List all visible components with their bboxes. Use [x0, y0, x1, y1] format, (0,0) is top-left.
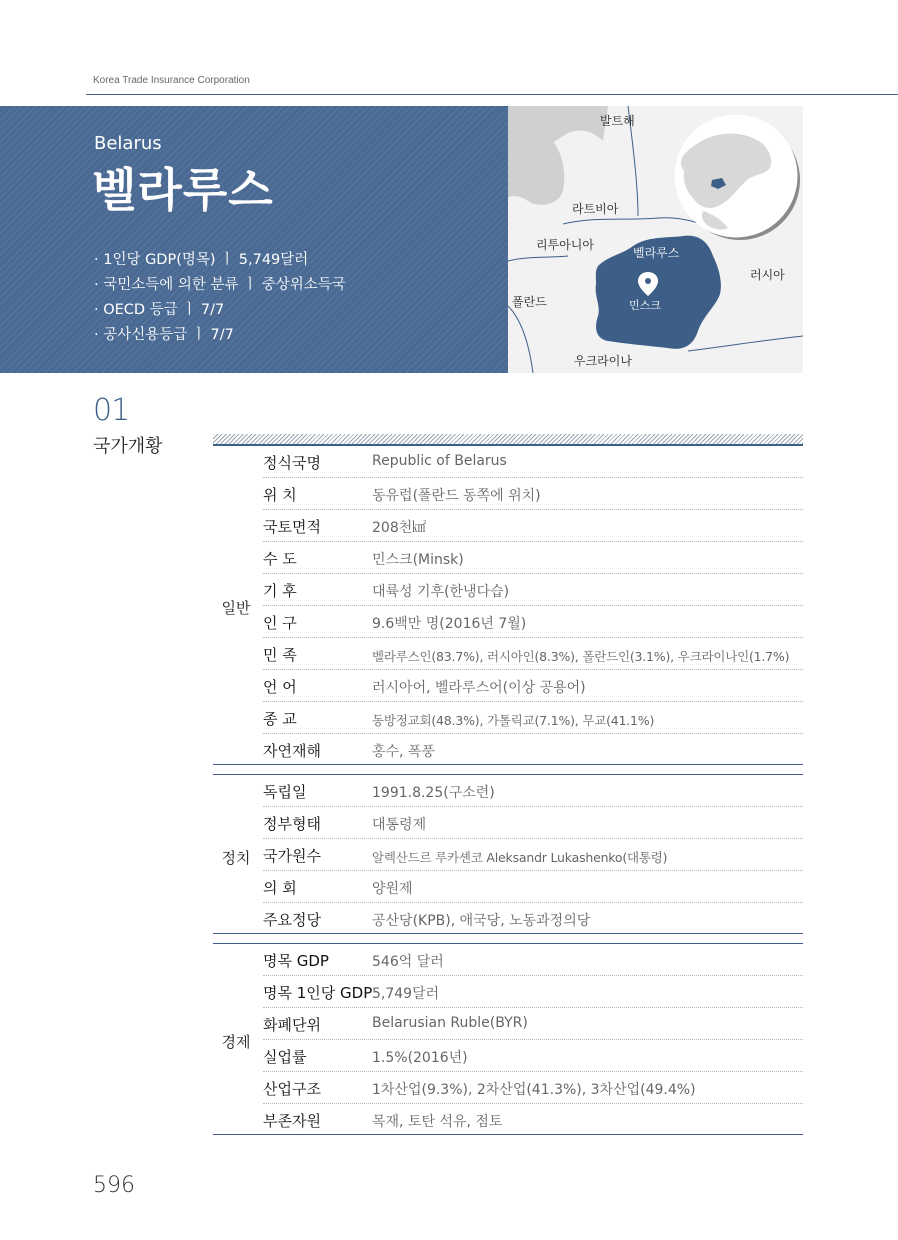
row-value: 양원제 — [372, 881, 413, 897]
section-number: 01 — [93, 393, 130, 428]
table-row — [263, 1072, 803, 1104]
table-row — [263, 839, 803, 871]
group-label-politics: 정치 — [221, 849, 251, 867]
table-row — [263, 1008, 803, 1040]
map-label-poland: 폴란드 — [512, 295, 547, 309]
row-key: 민 족 — [263, 646, 297, 664]
row-value: 동방정교회(48.3%), 가톨릭교(7.1%), 무교(41.1%) — [372, 713, 655, 728]
row-key: 실업률 — [263, 1048, 307, 1066]
row-key: 기 후 — [263, 582, 297, 600]
country-name-en: Belarus — [94, 133, 162, 154]
location-map — [508, 106, 803, 373]
row-key: 언 어 — [263, 678, 297, 696]
table-row — [263, 606, 803, 638]
row-value: 공산당(KPB), 애국당, 노동과정의당 — [372, 913, 591, 929]
row-value: 9.6백만 명(2016년 7월) — [372, 616, 527, 632]
map-label-ukraine: 우크라이나 — [574, 354, 632, 368]
map-label-baltic: 발트해 — [600, 114, 635, 128]
row-key: 종 교 — [263, 710, 297, 728]
row-value: 홍수, 폭풍 — [372, 744, 435, 760]
indicator-oecd-grade: · OECD 등급 ㅣ 7/7 — [94, 302, 225, 318]
table-row — [263, 734, 803, 766]
group-divider — [213, 764, 803, 765]
row-key: 국토면적 — [263, 518, 321, 536]
row-value: 대통령제 — [372, 817, 427, 833]
row-key: 산업구조 — [263, 1080, 321, 1098]
row-value: 5,749달러 — [372, 986, 440, 1002]
row-key: 화폐단위 — [263, 1016, 321, 1034]
table-hatch-bar — [213, 434, 803, 444]
map-label-belarus: 벨라루스 — [633, 246, 680, 260]
row-value: 1991.8.25(구소련) — [372, 785, 495, 801]
page-number: 596 — [93, 1173, 135, 1198]
corp-name: Korea Trade Insurance Corporation — [93, 75, 250, 86]
row-value: 동유럽(폴란드 동쪽에 위치) — [372, 488, 541, 504]
row-key: 주요정당 — [263, 911, 321, 929]
row-key: 명목 1인당 GDP — [263, 984, 373, 1002]
row-value: 1차산업(9.3%), 2차산업(41.3%), 3차산업(49.4%) — [372, 1082, 696, 1098]
group-label-economy: 경제 — [221, 1033, 251, 1051]
table-row — [263, 903, 803, 935]
row-key: 독립일 — [263, 783, 307, 801]
table-row — [263, 638, 803, 670]
row-value: 546억 달러 — [372, 954, 444, 970]
group-economy — [213, 944, 803, 1136]
row-value: 알렉산드르 루카셴코 Aleksandr Lukashenko(대통령) — [372, 850, 668, 865]
row-key: 정식국명 — [263, 454, 321, 472]
row-key: 정부형태 — [263, 815, 321, 833]
row-key: 수 도 — [263, 550, 297, 568]
row-key: 자연재해 — [263, 742, 321, 760]
table-row — [263, 574, 803, 606]
row-value: 208천㎢ — [372, 520, 427, 536]
row-key: 위 치 — [263, 486, 297, 504]
group-general — [213, 446, 803, 766]
row-value: 러시아어, 벨라루스어(이상 공용어) — [372, 680, 586, 696]
group-divider — [213, 933, 803, 934]
row-value: 대륙성 기후(한냉다습) — [372, 584, 510, 600]
table-row — [263, 542, 803, 574]
table-row — [263, 807, 803, 839]
country-banner — [0, 106, 508, 373]
table-row — [263, 446, 803, 478]
header-rule — [86, 94, 898, 95]
row-key: 국가원수 — [263, 847, 321, 865]
table-row — [263, 871, 803, 903]
map-label-minsk: 민스크 — [629, 299, 661, 312]
map-label-lithuania: 리투아니아 — [536, 238, 594, 252]
row-value: Republic of Belarus — [372, 453, 507, 469]
table-row — [263, 976, 803, 1008]
indicator-gdp-per-capita: · 1인당 GDP(명목) ㅣ 5,749달러 — [94, 252, 309, 268]
table-row — [263, 670, 803, 702]
section-title: 국가개황 — [93, 436, 163, 457]
row-value: 민스크(Minsk) — [372, 552, 464, 568]
table-row — [263, 1104, 803, 1136]
table-row — [263, 510, 803, 542]
table-row — [263, 775, 803, 807]
table-row — [263, 1040, 803, 1072]
table-row — [263, 944, 803, 976]
row-value: 목재, 토탄 석유, 점토 — [372, 1114, 503, 1130]
row-key: 인 구 — [263, 614, 297, 632]
key-indicators — [94, 248, 346, 348]
row-key: 명목 GDP — [263, 952, 329, 970]
row-value: 벨라루스인(83.7%), 러시아인(8.3%), 폴란드인(3.1%), 우크라이나인(1.7%) — [372, 649, 790, 664]
indicator-income-class: · 국민소득에 의한 분류 ㅣ 중상위소득국 — [94, 277, 346, 293]
map-label-latvia: 라트비아 — [572, 202, 619, 216]
indicator-credit-grade: · 공사신용등급 ㅣ 7/7 — [94, 327, 234, 343]
table-row — [263, 702, 803, 734]
row-value: Belarusian Ruble(BYR) — [372, 1015, 528, 1031]
group-politics — [213, 775, 803, 935]
row-value: 1.5%(2016년) — [372, 1050, 468, 1066]
group-label-general: 일반 — [221, 599, 251, 617]
table-bottom-rule — [213, 1134, 803, 1135]
row-key: 부존자원 — [263, 1112, 321, 1130]
table-row — [263, 478, 803, 510]
row-key: 의 회 — [263, 879, 297, 897]
map-label-russia: 러시아 — [750, 268, 785, 282]
country-name-ko: 벨라루스 — [92, 163, 274, 217]
